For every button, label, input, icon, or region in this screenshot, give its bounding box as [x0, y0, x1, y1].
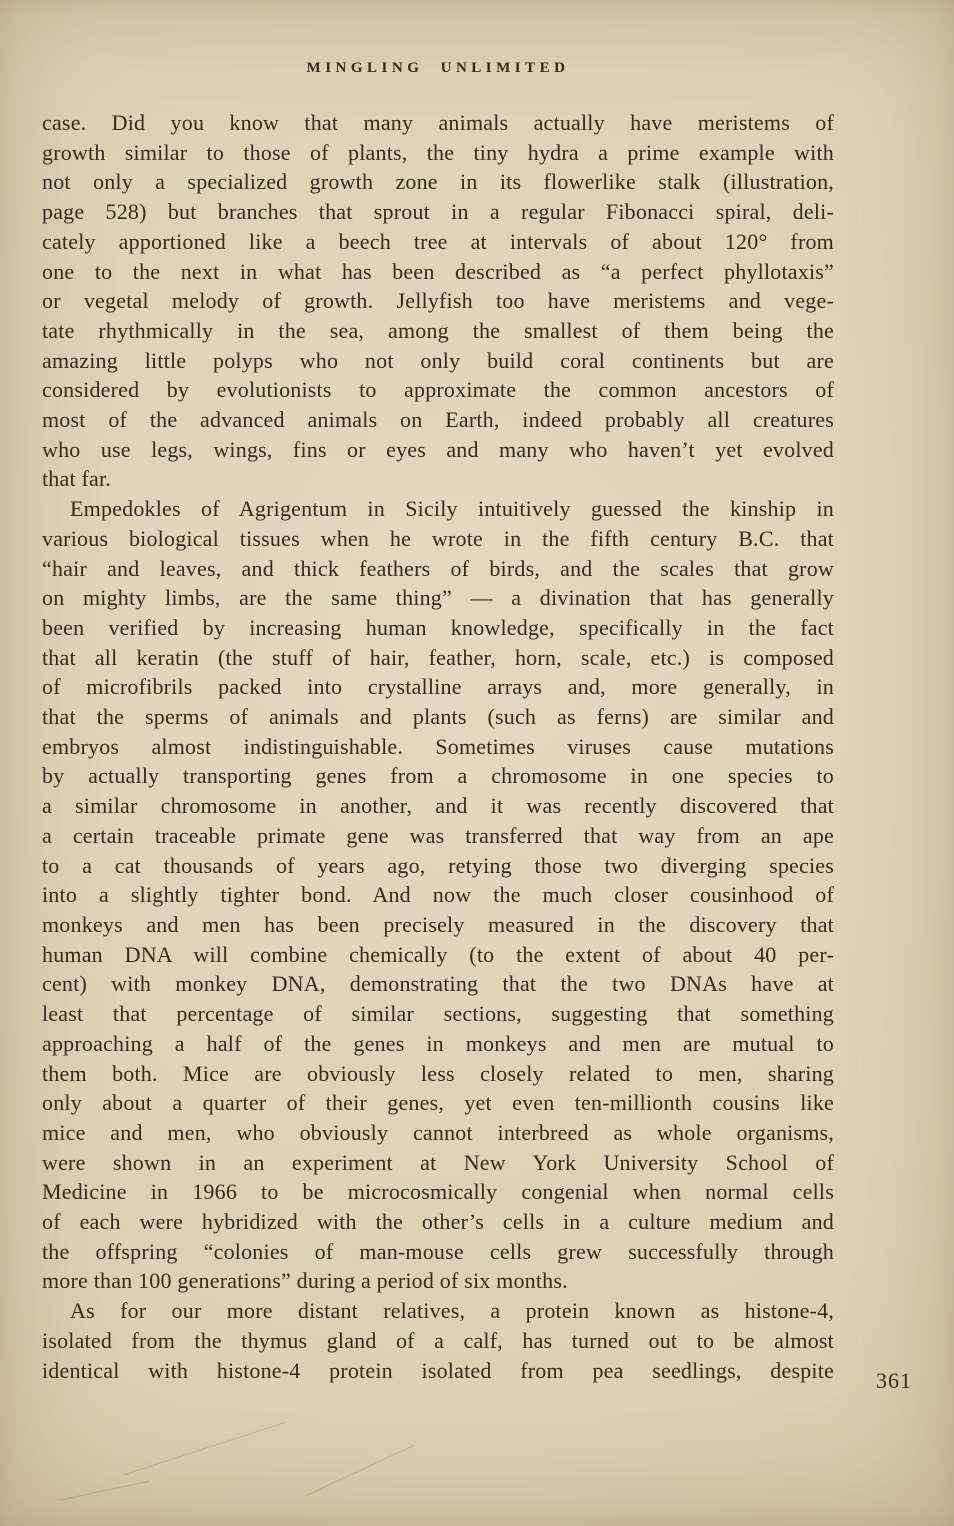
text-line: cent) with monkey DNA, demonstrating that the two DNAs have at	[42, 971, 834, 997]
text-line: Empedokles of Agrigentum in Sicily intuitively guessed the kinship in	[70, 496, 834, 522]
text-line: As for our more distant relatives, a protein known as histone-4,	[70, 1298, 834, 1324]
text-line: more than 100 generations” during a period of six months.	[42, 1268, 568, 1294]
text-line: amazing little polyps who not only build coral continents but are	[42, 347, 834, 373]
text-line: Medicine in 1966 to be microcosmically congenial when normal cells	[42, 1179, 834, 1205]
text-line: embryos almost indistinguishable. Sometimes viruses cause mutations	[42, 733, 834, 759]
text-line: “hair and leaves, and thick feathers of birds, and the scales that grow	[42, 555, 834, 581]
text-line: or vegetal melody of growth. Jellyfish too have meristems and vege-	[42, 288, 834, 314]
text-line: them both. Mice are obviously less closely related to men, sharing	[42, 1060, 834, 1086]
text-line: by actually transporting genes from a chromosome in one species to	[42, 763, 834, 789]
paper-scratch	[124, 1422, 286, 1475]
text-line: on mighty limbs, are the same thing” — a divination that has generally	[42, 585, 834, 611]
text-line: most of the advanced animals on Earth, indeed probably all creatures	[42, 407, 834, 433]
text-line: been verified by increasing human knowledge, specifically in the fact	[42, 614, 834, 640]
text-line: not only a specialized growth zone in its flowerlike stalk (illustration,	[42, 169, 834, 195]
text-line: a similar chromosome in another, and it was recently discovered that	[42, 793, 834, 819]
text-line: least that percentage of similar sections, suggesting that something	[42, 1001, 834, 1027]
text-line: monkeys and men has been precisely measured in the discovery that	[42, 911, 834, 937]
text-line: one to the next in what has been described as “a perfect phyllotaxis”	[42, 258, 834, 284]
text-line: that all keratin (the stuff of hair, feather, horn, scale, etc.) is composed	[42, 644, 834, 670]
text-line: considered by evolutionists to approximate the common ancestors of	[42, 377, 834, 403]
text-line: growth similar to those of plants, the tiny hydra a prime example with	[42, 139, 834, 165]
text-line: to a cat thousands of years ago, retying those two diverging species	[42, 852, 834, 878]
text-line: page 528) but branches that sprout in a regular Fibonacci spiral, deli-	[42, 199, 834, 225]
text-line: cately apportioned like a beech tree at intervals of about 120° from	[42, 228, 834, 254]
text-line: case. Did you know that many animals actually have meristems of	[42, 110, 834, 135]
text-line: identical with histone-4 protein isolated from pea seedlings, despite	[42, 1357, 834, 1383]
text-line: that the sperms of animals and plants (such as ferns) are similar and	[42, 704, 834, 730]
text-line: mice and men, who obviously cannot interbreed as whole organisms,	[42, 1119, 834, 1145]
text-line: human DNA will combine chemically (to the extent of about 40 per-	[42, 941, 834, 967]
text-line: only about a quarter of their genes, yet even ten-millionth cousins like	[42, 1090, 834, 1116]
text-line: approaching a half of the genes in monkeys and men are mutual to	[42, 1030, 834, 1056]
text-line: were shown in an experiment at New York University School of	[42, 1149, 834, 1175]
text-line: tate rhythmically in the sea, among the smallest of them being the	[42, 317, 834, 343]
text-line: a certain traceable primate gene was transferred that way from an ape	[42, 822, 834, 848]
text-line: of microfibrils packed into crystalline arrays and, more generally, in	[42, 674, 834, 700]
text-line: that far.	[42, 466, 111, 492]
running-header: MINGLING UNLIMITED	[306, 60, 570, 76]
text-line: into a slightly tighter bond. And now the much closer cousinhood of	[42, 882, 834, 908]
text-line: various biological tissues when he wrote in the fifth century B.C. that	[42, 525, 834, 551]
text-line: isolated from the thymus gland of a calf, has turned out to be almost	[42, 1327, 834, 1353]
paper-scratch	[61, 1481, 149, 1501]
text-line: the offspring “colonies of man-mouse cells grew successfully through	[42, 1238, 834, 1264]
text-line: of each were hybridized with the other’s cells in a culture medium and	[42, 1209, 834, 1235]
paper-scratch	[305, 1445, 414, 1497]
text-line: who use legs, wings, fins or eyes and many who haven’t yet evolved	[42, 436, 834, 462]
text-block	[42, 108, 834, 1385]
page-number: 361	[876, 1368, 912, 1393]
